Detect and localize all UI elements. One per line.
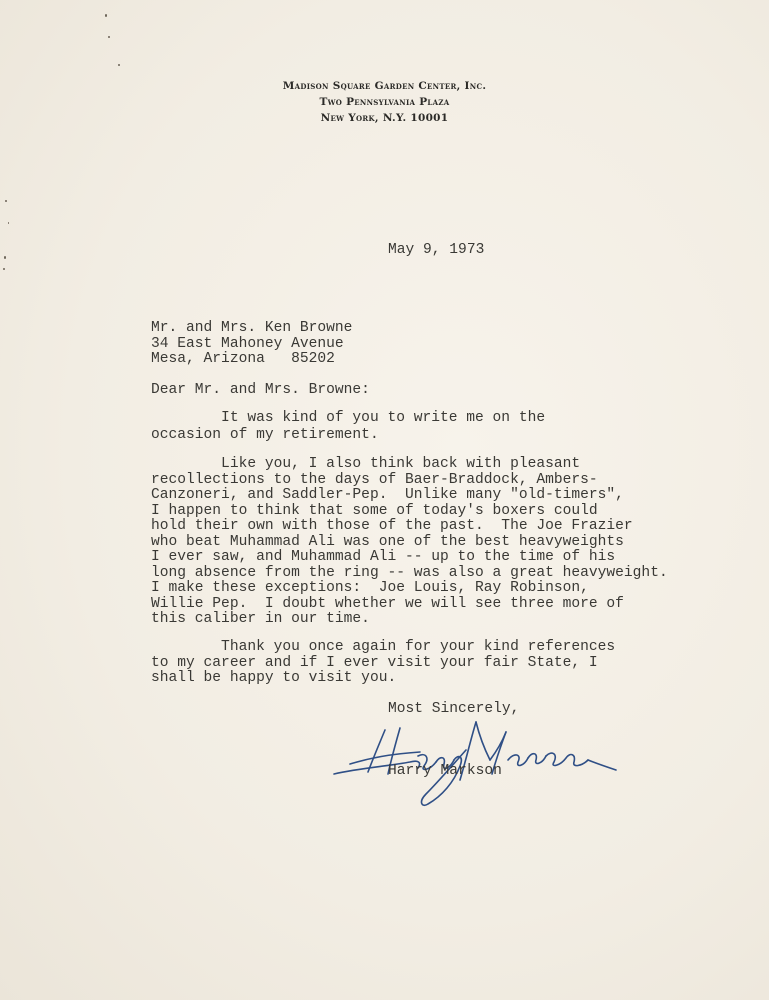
paragraph-3-line: to my career and if I ever visit your fair State, I — [151, 655, 598, 671]
paragraph-2-line: Like you, I also think back with pleasant — [151, 456, 581, 472]
paper-speck — [4, 256, 6, 259]
paragraph-2-line: hold their own with those of the past. The Joe Frazier — [151, 518, 633, 534]
paragraph-1-line: occasion of my retirement. — [151, 427, 379, 443]
salutation: Dear Mr. and Mrs. Browne: — [151, 382, 370, 398]
paper-speck — [118, 64, 120, 66]
paragraph-2-line: Canzoneri, and Saddler-Pep. Unlike many "old-timers", — [151, 487, 624, 503]
paragraph-2-line: who beat Muhammad Ali was one of the best heavyweights — [151, 534, 624, 550]
paper-speck — [8, 222, 9, 224]
paragraph-3-line: shall be happy to visit you. — [151, 670, 397, 686]
signer-name: Harry Markson — [388, 763, 502, 779]
letterhead-company: Madison Square Garden Center, Inc. — [282, 80, 487, 92]
recipient-name: Mr. and Mrs. Ken Browne — [151, 320, 353, 336]
recipient-city: Mesa, Arizona 85202 — [151, 351, 335, 367]
closing: Most Sincerely, — [388, 701, 520, 717]
paper-speck — [105, 14, 107, 17]
paragraph-2-line: recollections to the days of Baer-Braddock, Ambers- — [151, 472, 598, 488]
paragraph-3-line: Thank you once again for your kind references — [151, 639, 616, 655]
paper-speck — [108, 36, 110, 38]
paragraph-2-line: this caliber in our time. — [151, 611, 370, 627]
paper-speck — [5, 200, 7, 202]
letterhead-city: New York, N.Y. 10001 — [320, 112, 449, 124]
paragraph-2-line: long absence from the ring -- was also a great heavyweight. — [151, 565, 668, 581]
paper-speck — [3, 268, 5, 270]
paragraph-2-line: I happen to think that some of today's boxers could — [151, 503, 598, 519]
paragraph-2-line: Willie Pep. I doubt whether we will see three more of — [151, 596, 624, 612]
recipient-street: 34 East Mahoney Avenue — [151, 336, 344, 352]
letter-date: May 9, 1973 — [388, 242, 485, 258]
handwritten-signature — [330, 712, 630, 812]
paragraph-1-line: It was kind of you to write me on the — [151, 410, 546, 426]
paragraph-2-line: I ever saw, and Muhammad Ali -- up to the time of his — [151, 549, 616, 565]
paragraph-2-line: I make these exceptions: Joe Louis, Ray Robinson, — [151, 580, 589, 596]
letterhead-street: Two Pennsylvania Plaza — [319, 96, 450, 108]
